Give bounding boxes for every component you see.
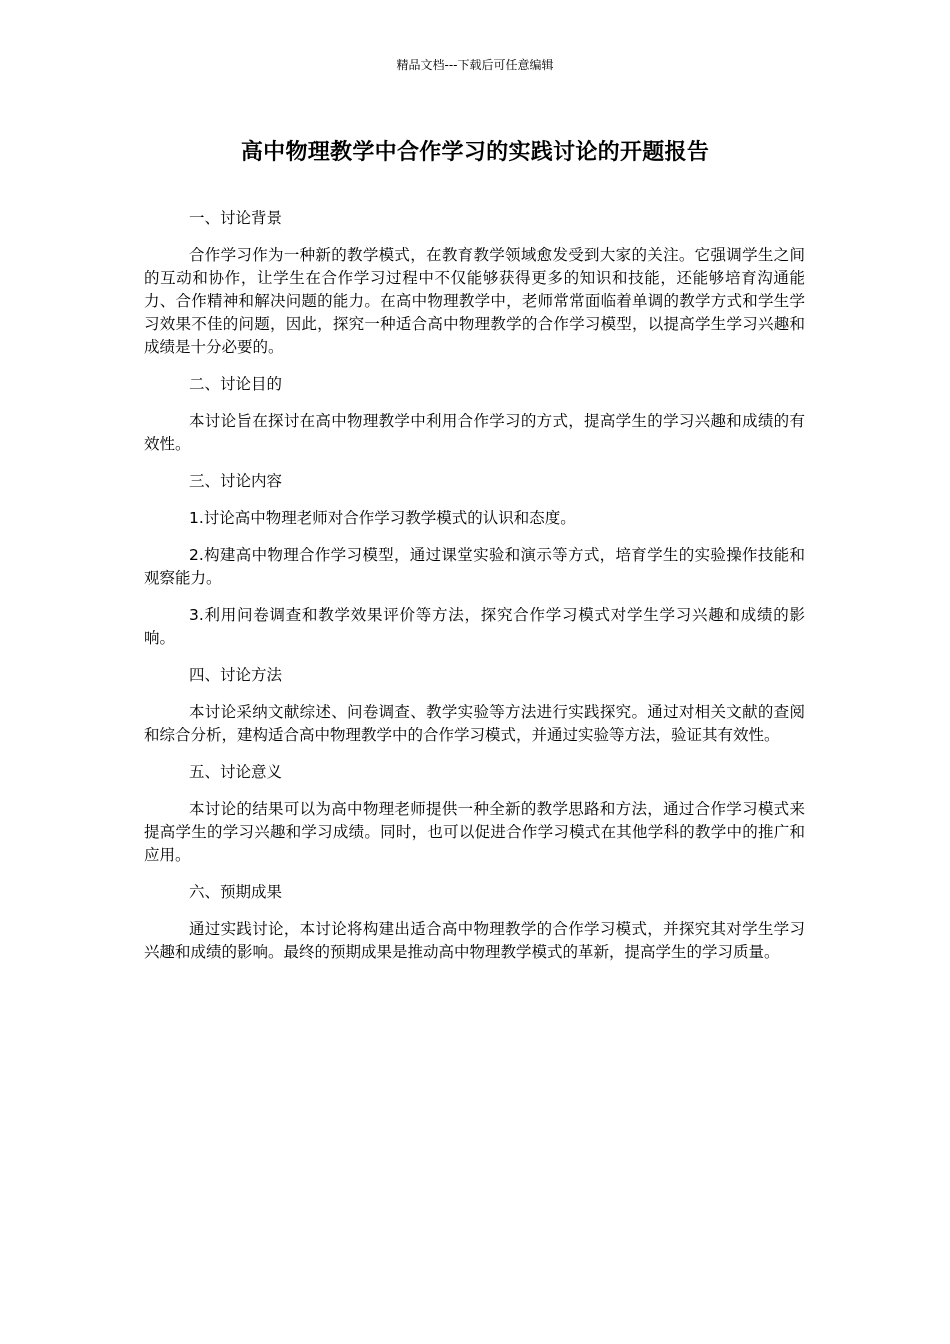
document-title: 高中物理教学中合作学习的实践讨论的开题报告 [240, 140, 710, 165]
paragraph: 本讨论旨在探讨在高中物理教学中利用合作学习的方式，提高学生的学习兴趣和成绩的有效性。 [144, 412, 805, 453]
list-item: 2.构建高中物理合作学习模型，通过课堂实验和演示等方式，培育学生的实验操作技能和观察能力。 [144, 546, 805, 587]
section-significance [144, 761, 805, 867]
document-body [144, 207, 805, 978]
section-expected-results [144, 881, 805, 964]
section-method [144, 664, 805, 747]
section-background [144, 207, 805, 359]
paragraph: 通过实践讨论，本讨论将构建出适合高中物理教学的合作学习模式，并探究其对学生学习兴趣和成绩的影响。最终的预期成果是推动高中物理教学模式的革新，提高学生的学习质量。 [144, 920, 805, 961]
section-heading: 一、讨论背景 [189, 209, 283, 227]
section-content [144, 470, 805, 650]
section-purpose [144, 373, 805, 456]
paragraph: 本讨论采纳文献综述、问卷调查、教学实验等方法进行实践探究。通过对相关文献的查阅和综合分析，建构适合高中物理教学中的合作学习模式，并通过实验等方法，验证其有效性。 [144, 703, 805, 744]
list-item: 3.利用问卷调查和教学效果评价等方法，探究合作学习模式对学生学习兴趣和成绩的影响。 [144, 606, 805, 647]
list-item: 1.讨论高中物理老师对合作学习教学模式的认识和态度。 [189, 509, 576, 527]
paragraph: 本讨论的结果可以为高中物理老师提供一种全新的教学思路和方法，通过合作学习模式来提高学生的学习兴趣和学习成绩。同时，也可以促进合作学习模式在其他学科的教学中的推广和应用。 [144, 800, 805, 864]
section-heading: 二、讨论目的 [189, 375, 283, 393]
section-heading: 四、讨论方法 [189, 666, 283, 684]
page-header-note: 精品文档---下载后可任意编辑 [396, 58, 554, 72]
section-heading: 三、讨论内容 [189, 472, 283, 490]
section-heading: 五、讨论意义 [189, 763, 283, 781]
section-heading: 六、预期成果 [189, 883, 283, 901]
paragraph: 合作学习作为一种新的教学模式，在教育教学领域愈发受到大家的关注。它强调学生之间的互动和协作，让学生在合作学习过程中不仅能够获得更多的知识和技能，还能够培育沟通能力、合作精神和解决问题的能力。在高中物理教学中，老师常常面临着单调的教学方式和学生学习效果不佳的问题，因此，探究一种适合高中物理教学的合作学习模型，以提高学生学习兴趣和成绩是十分必要的。 [144, 246, 805, 356]
